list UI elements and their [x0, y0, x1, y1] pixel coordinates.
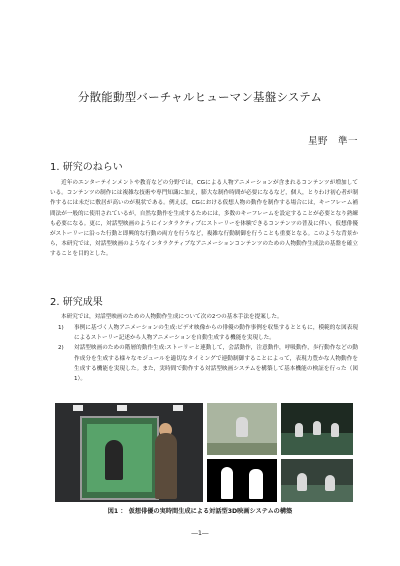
- cg-scene-panel: [281, 403, 353, 455]
- section-heading-results: 2. 研究成果: [50, 297, 103, 308]
- cg-floor: [281, 433, 353, 455]
- paper-title: 分散能動型バーチャルヒューマン基盤システム: [77, 90, 323, 104]
- projection-screen: [80, 416, 159, 500]
- list-item: [50, 323, 358, 343]
- list-item-text: 事例に基づく人物アニメーションの生成:ビデオ映像からの俳優の動作事例を収集するとともに，模範的な図表現によるストーリー記述から人物アニメーションを自動生成する機能を実現した。: [74, 325, 358, 342]
- cg-character: [297, 473, 307, 491]
- figure-caption: 図1 ： 仮想俳優の実時間生成による対話型3D映画システムの構築: [107, 508, 293, 515]
- section-body-aim: 近年のエンターテインメントや教育などの分野では，CGによる人物アニメーションが含まれるコンテンツが増加している。コンテンツの制作には複雑な技術や専門知識に加え，膨大な制作時間が必要になるなど，個人，とりわけ初心者が制作するには未だに敷居が高いのが現状である。例えば，CGにおける仮想人物の動作を制作する場合には，キーフレーム補間法が一般的に使用されているが，自然な動作を生成するためには，多数のキーフレームを設定することが必要となり熟練も必要になる。更に，対話型映画のようにインタラクティブにストーリーを体験できるコンテンツの普及に伴い，仮想俳優がストーリーに沿った行動と即興的な行動の両方を行うなど，複雑な行動制御を行うことも重要となる。このような背景から，本研究では，対話型映画のようなインタラクティブなアニメーションコンテンツのための人物動作生成法の基盤を確立することを目的とした。: [50, 180, 358, 258]
- page-number: ―1―: [191, 529, 209, 537]
- ceiling-light: [73, 405, 83, 411]
- cg-character: [331, 423, 339, 437]
- list-item-number: 1): [58, 325, 64, 331]
- cg-character: [313, 421, 321, 435]
- cg-scene-panel: [207, 403, 277, 455]
- system-photo: [55, 403, 203, 502]
- virtual-actor: [105, 440, 123, 480]
- cg-floor: [281, 485, 353, 502]
- cg-character: [295, 423, 303, 437]
- section-intro-results: 本研究では，対話型映画のための人物動作生成について次の2つの基本手法を提案した。: [61, 314, 283, 320]
- cg-character: [325, 475, 335, 491]
- section-heading-aim: 1. 研究のねらい: [50, 162, 123, 173]
- figure-1: [55, 403, 353, 502]
- silhouette: [249, 469, 263, 499]
- ceiling-light: [173, 405, 183, 411]
- author-name: 星野 準一: [307, 136, 358, 147]
- list-item: [50, 343, 358, 384]
- cg-scene-panel: [281, 459, 353, 502]
- user-figure: [155, 433, 177, 499]
- cg-floor: [207, 443, 277, 455]
- silhouette: [221, 467, 233, 499]
- list-item-text: 対話型映画のための階層的動作生成:ストーリーと連動して，会話動作，注意動作，呼吸動作，歩行動作などの動作成分を生成する様々なモジュールを適切なタイミングで連動制御することによって，表現力豊かな人物動作を生成する機能を実現した。また，実時間で動作する対話型映画システムを構築して基本機能の検証を行った（図1）。: [74, 345, 358, 383]
- results-list: [50, 323, 358, 384]
- silhouette-panel: [207, 459, 277, 502]
- cg-character: [236, 417, 248, 437]
- ceiling-light: [117, 405, 127, 411]
- list-item-number: 2): [58, 345, 64, 352]
